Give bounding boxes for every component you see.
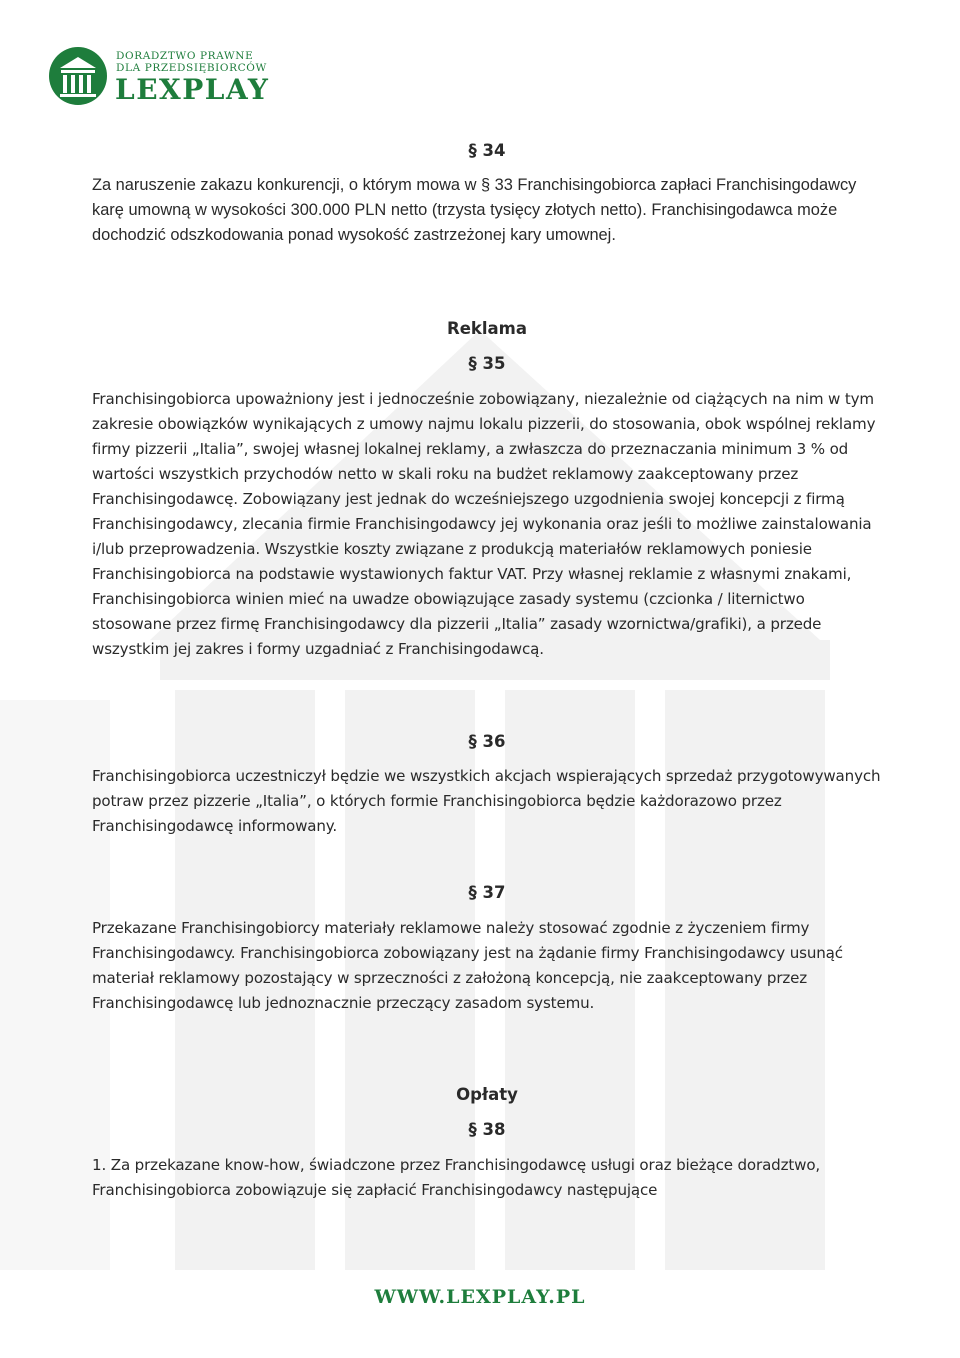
section-36-text: Franchisingobiorca uczestniczył będzie we wszystkich akcjach wspierających sprzedaż przygotowywanych potraw przez pizzerie „Italia”, o których formie Franchisingobiorca będzie każdorazowo przez Franchisingodawcę informowany.: [92, 767, 881, 835]
section-37-text: Przekazane Franchisingobiorcy materiały reklamowe należy stosować zgodnie z życzeniem firmy Franchisingodawcy. Franchisingobiorca zobowiązany jest na żądanie firmy Franchisingodawcy usunąć materiał reklamowy pozostający w sprzeczności z założoną koncepcją, nie zaakceptowany przez Franchisingodawcę lub jednoznacznie przeczący zasadom systemu.: [92, 919, 843, 1012]
oplaty-heading: Opłaty: [456, 1085, 518, 1104]
reklama-heading: Reklama: [447, 319, 527, 338]
section-35-text: Franchisingobiorca upoważniony jest i jednocześnie zobowiązany, niezależnie od ciążących na nim w tym zakresie obowiązków wynikających z umowy najmu lokalu pizzerii, do stosowania, obok wspólnej reklamy firmy pizzerii „Italia”, swojej własnej lokalnej reklamy, a zwłaszcza do przeznaczania minimum 3 % od wartości wszystkich przychodów netto w skali roku na budżet reklamowy zaakceptowany przez Franchisingodawcę. Zobowiązany jest jednak do wcześniejszego uzgodnienia swojej koncepcji z firmą Franchisingodawcy, zlecania firmie Franchisingodawcy jej wykonania oraz jeśli to możliwe zainstalowania i/lub przeprowadzenia. Wszystkie koszty związane z produkcją materiałów reklamowych poniesie Franchisingobiorca na podstawie wystawionych faktur VAT. Przy własnej reklamie z własnymi znakami, Franchisingobiorca winien mieć na uwadze obowiązujące zasady systemu (czcionka / liternictwo stosowane przez firmę Franchisingodawcy dla pizzerii „Italia” zasady wzornictwa/grafiki), a przede wszystkim jej zakres i formy uzgadniać z Franchisingodawcą.: [92, 390, 876, 658]
section-37-title: § 37: [468, 883, 506, 902]
section-38-title: § 38: [468, 1120, 506, 1139]
building-logo-icon: [48, 46, 108, 106]
footer-website-url: WWW.LEXPLAY.PL: [374, 1286, 586, 1308]
logo-tagline-line1: DORADZTWO PRAWNE: [116, 50, 254, 62]
logo-tagline-line2: DLA PRZEDSIĘBIORCÓW: [116, 62, 267, 74]
section-36-title: § 36: [468, 732, 506, 751]
logo-brand-name: LEXPLAY: [115, 73, 270, 106]
company-logo: [48, 46, 308, 110]
section-34-title: § 34: [468, 141, 506, 160]
section-34-text: Za naruszenie zakazu konkurencji, o którym mowa w § 33 Franchisingobiorca zapłaci Franchisingodawcy karę umowną w wysokości 300.000 PLN netto (trzysta tysięcy złotych netto). Franchisingodawca może dochodzić odszkodowania ponad wysokość zastrzeżonej kary umownej.: [92, 176, 857, 244]
section-35-title: § 35: [468, 354, 506, 373]
section-38-text: 1. Za przekazane know-how, świadczone przez Franchisingodawcę usługi oraz bieżące doradztwo, Franchisingobiorca zobowiązuje się zapłacić Franchisingodawcy następujące: [92, 1156, 821, 1199]
